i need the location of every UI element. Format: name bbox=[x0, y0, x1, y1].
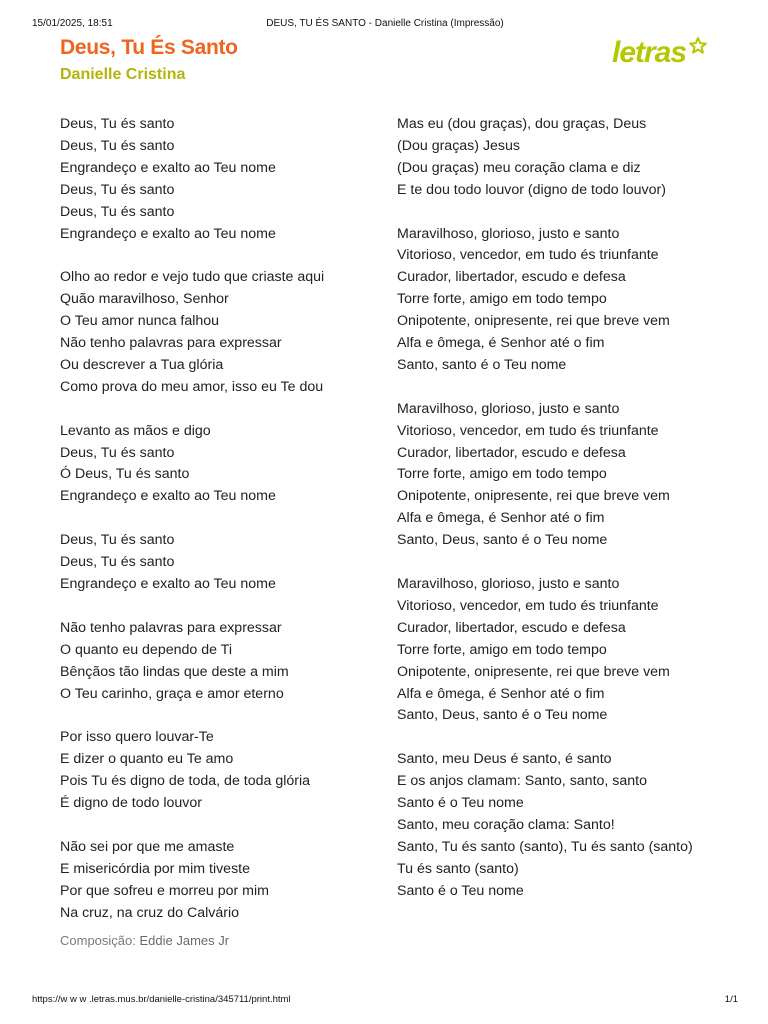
lyric-line: Maravilhoso, glorioso, justo e santo bbox=[397, 575, 620, 592]
lyric-line: Santo, Deus, santo é o Teu nome bbox=[397, 707, 608, 724]
lyric-line: Ou descrever a Tua glória bbox=[60, 356, 224, 373]
lyric-line: Santo, santo é o Teu nome bbox=[397, 356, 567, 373]
lyrics-stanza bbox=[60, 530, 380, 596]
lyric-line: Curador, libertador, escudo e defesa bbox=[397, 444, 626, 461]
lyric-line: E te dou todo louvor (digno de todo louvor) bbox=[397, 181, 666, 198]
lyrics-stanza bbox=[60, 618, 380, 706]
letras-logo[interactable] bbox=[610, 30, 710, 72]
artist-name[interactable]: Danielle Cristina bbox=[60, 66, 186, 83]
lyric-line: Pois Tu és digno de toda, de toda glória bbox=[60, 773, 311, 790]
lyric-line: Torre forte, amigo em todo tempo bbox=[397, 291, 607, 308]
lyric-line: E os anjos clamam: Santo, santo, santo bbox=[397, 773, 647, 790]
lyric-line: Deus, Tu és santo bbox=[60, 116, 175, 132]
lyric-line: Vitorioso, vencedor, em tudo és triunfante bbox=[397, 597, 659, 614]
lyric-line: Engrandeço e exalto ao Teu nome bbox=[60, 488, 276, 505]
lyric-line: Como prova do meu amor, isso eu Te dou bbox=[60, 378, 324, 395]
lyric-line: Onipotente, onipresente, rei que breve vem bbox=[397, 663, 670, 680]
logo-text: letras bbox=[612, 36, 687, 69]
lyric-line: Deus, Tu és santo bbox=[60, 137, 175, 154]
lyrics-stanza bbox=[60, 114, 380, 245]
lyric-line: Santo é o Teu nome bbox=[397, 795, 524, 812]
lyric-line: Maravilhoso, glorioso, justo e santo bbox=[397, 400, 620, 417]
lyric-line: Vitorioso, vencedor, em tudo és triunfante bbox=[397, 247, 659, 264]
lyric-line: Deus, Tu és santo bbox=[60, 444, 175, 461]
print-url: https://w w w .letras.mus.br/danielle-cristina/345711/print.html bbox=[32, 994, 291, 1005]
lyrics-column-left bbox=[60, 114, 380, 924]
lyric-line: Vitorioso, vencedor, em tudo és triunfante bbox=[397, 422, 659, 439]
lyrics-column-right bbox=[397, 114, 737, 903]
lyric-line: Não sei por que me amaste bbox=[60, 838, 235, 855]
letras-logo-mark bbox=[610, 30, 710, 72]
lyric-line: Curador, libertador, escudo e defesa bbox=[397, 269, 626, 286]
composer-credit bbox=[60, 933, 229, 948]
lyric-line: Não tenho palavras para expressar bbox=[60, 335, 282, 352]
lyrics-stanza bbox=[60, 421, 380, 509]
lyric-line: Santo, meu Deus é santo, é santo bbox=[397, 751, 612, 768]
lyric-line: Onipotente, onipresente, rei que breve vem bbox=[397, 313, 670, 330]
lyric-line: Levanto as mãos e digo bbox=[60, 422, 211, 439]
lyric-line: Deus, Tu és santo bbox=[60, 203, 175, 220]
lyric-line: E dizer o quanto eu Te amo bbox=[60, 751, 234, 768]
print-datetime: 15/01/2025, 18:51 bbox=[32, 18, 113, 29]
lyric-line: Por que sofreu e morreu por mim bbox=[60, 882, 269, 899]
lyric-line: Engrandeço e exalto ao Teu nome bbox=[60, 575, 276, 592]
lyrics-stanza bbox=[397, 114, 737, 202]
lyrics-stanza bbox=[397, 224, 737, 377]
lyric-line: Quão maravilhoso, Senhor bbox=[60, 291, 229, 308]
lyric-line: É digno de todo louvor bbox=[60, 795, 202, 812]
composer-name[interactable]: Eddie James Jr bbox=[139, 933, 230, 948]
lyric-line: O quanto eu dependo de Ti bbox=[60, 641, 232, 658]
lyric-line: (Dou graças) Jesus bbox=[397, 137, 521, 154]
lyric-line: Alfa e ômega, é Senhor até o fim bbox=[397, 335, 605, 352]
song-title: Deus, Tu És Santo bbox=[60, 36, 238, 59]
lyric-line: Bênçãos tão lindas que deste a mim bbox=[60, 663, 289, 680]
lyric-line: Deus, Tu és santo bbox=[60, 532, 175, 549]
lyric-line: Santo, meu coração clama: Santo! bbox=[397, 816, 615, 833]
lyric-line: O Teu amor nunca falhou bbox=[60, 313, 220, 330]
print-document-title: DEUS, TU ÉS SANTO - Danielle Cristina (Impressão) bbox=[266, 18, 504, 29]
lyric-line: Santo, Deus, santo é o Teu nome bbox=[397, 532, 608, 549]
lyric-line: Engrandeço e exalto ao Teu nome bbox=[60, 159, 276, 176]
lyric-line: Mas eu (dou graças), dou graças, Deus bbox=[397, 116, 647, 132]
composer-label: Composição: bbox=[60, 933, 136, 948]
lyric-line: Engrandeço e exalto ao Teu nome bbox=[60, 225, 276, 242]
lyric-line: O Teu carinho, graça e amor eterno bbox=[60, 685, 284, 702]
star-icon bbox=[690, 38, 706, 53]
lyric-line: Olho ao redor e vejo tudo que criaste aqui bbox=[60, 269, 325, 286]
lyric-line: Curador, libertador, escudo e defesa bbox=[397, 619, 626, 636]
lyric-line: Maravilhoso, glorioso, justo e santo bbox=[397, 225, 620, 242]
lyric-line: Deus, Tu és santo bbox=[60, 554, 175, 571]
lyrics-stanza bbox=[397, 399, 737, 552]
lyrics-stanza bbox=[397, 749, 737, 902]
lyric-line: Onipotente, onipresente, rei que breve vem bbox=[397, 488, 670, 505]
lyrics-stanza bbox=[60, 837, 380, 925]
lyrics-stanza bbox=[60, 727, 380, 815]
lyric-line: Alfa e ômega, é Senhor até o fim bbox=[397, 685, 605, 702]
lyric-line: Deus, Tu és santo bbox=[60, 181, 175, 198]
lyric-line: Ó Deus, Tu és santo bbox=[60, 466, 190, 483]
page-number: 1/1 bbox=[724, 994, 738, 1005]
lyric-line: Na cruz, na cruz do Calvário bbox=[60, 904, 239, 921]
lyrics-stanza bbox=[60, 267, 380, 398]
lyric-line: Por isso quero louvar-Te bbox=[60, 729, 214, 746]
lyric-line: Não tenho palavras para expressar bbox=[60, 619, 282, 636]
lyric-line: (Dou graças) meu coração clama e diz bbox=[397, 159, 641, 176]
lyric-line: Torre forte, amigo em todo tempo bbox=[397, 641, 607, 658]
lyric-line: Torre forte, amigo em todo tempo bbox=[397, 466, 607, 483]
lyric-line: Santo é o Teu nome bbox=[397, 882, 524, 899]
lyric-line: Alfa e ômega, é Senhor até o fim bbox=[397, 510, 605, 527]
lyric-line: E misericórdia por mim tiveste bbox=[60, 860, 251, 877]
lyric-line: Santo, Tu és santo (santo), Tu és santo (santo) bbox=[397, 838, 693, 855]
lyric-line: Tu és santo (santo) bbox=[397, 860, 519, 877]
lyrics-stanza bbox=[397, 574, 737, 727]
